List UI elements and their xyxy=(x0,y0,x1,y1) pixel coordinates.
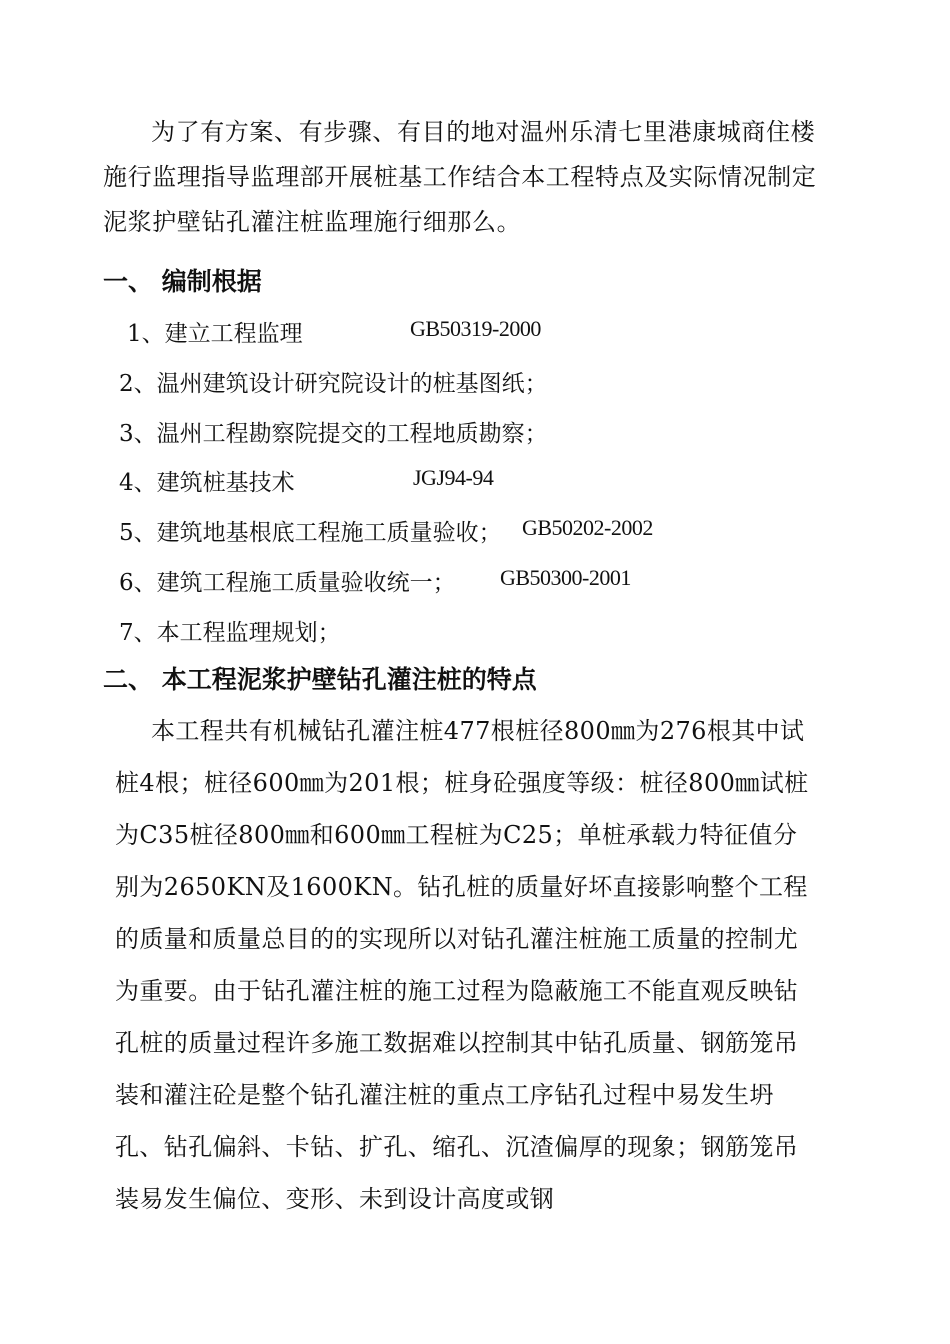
standard-code: JGJ94-94 xyxy=(413,465,494,490)
list-item-text: 4、建筑桩基技术 xyxy=(119,470,295,496)
standard-code: GB50319-2000 xyxy=(410,316,541,341)
list-item xyxy=(119,464,494,504)
section-2-paragraph xyxy=(115,705,815,1225)
list-item-text: 1、建立工程监理 xyxy=(127,321,303,347)
list-item xyxy=(119,415,548,455)
list-item-text: 3、温州工程勘察院提交的工程地质勘察； xyxy=(119,421,548,447)
section-1-heading: 一、 编制根据 xyxy=(103,267,262,296)
list-item-text: 6、建筑工程施工质量验收统一； xyxy=(119,570,456,596)
list-item xyxy=(119,514,653,554)
section-2-text: 本工程共有机械钻孔灌注桩477根桩径800㎜为276根其中试桩4根；桩径600㎜为201根；桩身砼强度等级：桩径800㎜试桩为C35桩径800㎜和600㎜工程桩为C25；单桩承载力特征值分别为2650KN及1600KN。钻孔桩的质量好坏直接影响整个工程的质量和质量总目的的实现所以对钻孔灌注桩施工质量的控制尤为重要。由于钻孔灌注桩的施工过程为隐蔽施工不能直观反映钻孔桩的质量过程许多施工数据难以控制其中钻孔质量、钢筋笼吊装和灌注砼是整个钻孔灌注桩的重点工序钻孔过程中易发生坍孔、钻孔偏斜、卡钻、扩孔、缩孔、沉渣偏厚的现象；钢筋笼吊装易发生偏位、变形、未到设计高度或钢 xyxy=(115,717,809,1213)
list-item xyxy=(119,564,631,604)
intro-paragraph xyxy=(103,110,823,245)
intro-text: 为了有方案、有步骤、有目的地对温州乐清七里港康城商住楼施行监理指导监理部开展桩基工作结合本工程特点及实际情况制定泥浆护壁钻孔灌注桩监理施行细那么。 xyxy=(103,118,817,236)
standard-code: GB50300-2001 xyxy=(500,565,631,590)
section-2-heading: 二、 本工程泥浆护壁钻孔灌注桩的特点 xyxy=(103,665,537,694)
list-item-text: 2、温州建筑设计研究院设计的桩基图纸； xyxy=(119,371,548,397)
list-item xyxy=(119,365,548,405)
list-item-text: 5、建筑地基根底工程施工质量验收； xyxy=(119,520,502,546)
standard-code: GB50202-2002 xyxy=(522,515,653,540)
list-item-text: 7、本工程监理规划； xyxy=(119,620,341,646)
list-item xyxy=(119,614,341,654)
list-item xyxy=(127,315,541,355)
